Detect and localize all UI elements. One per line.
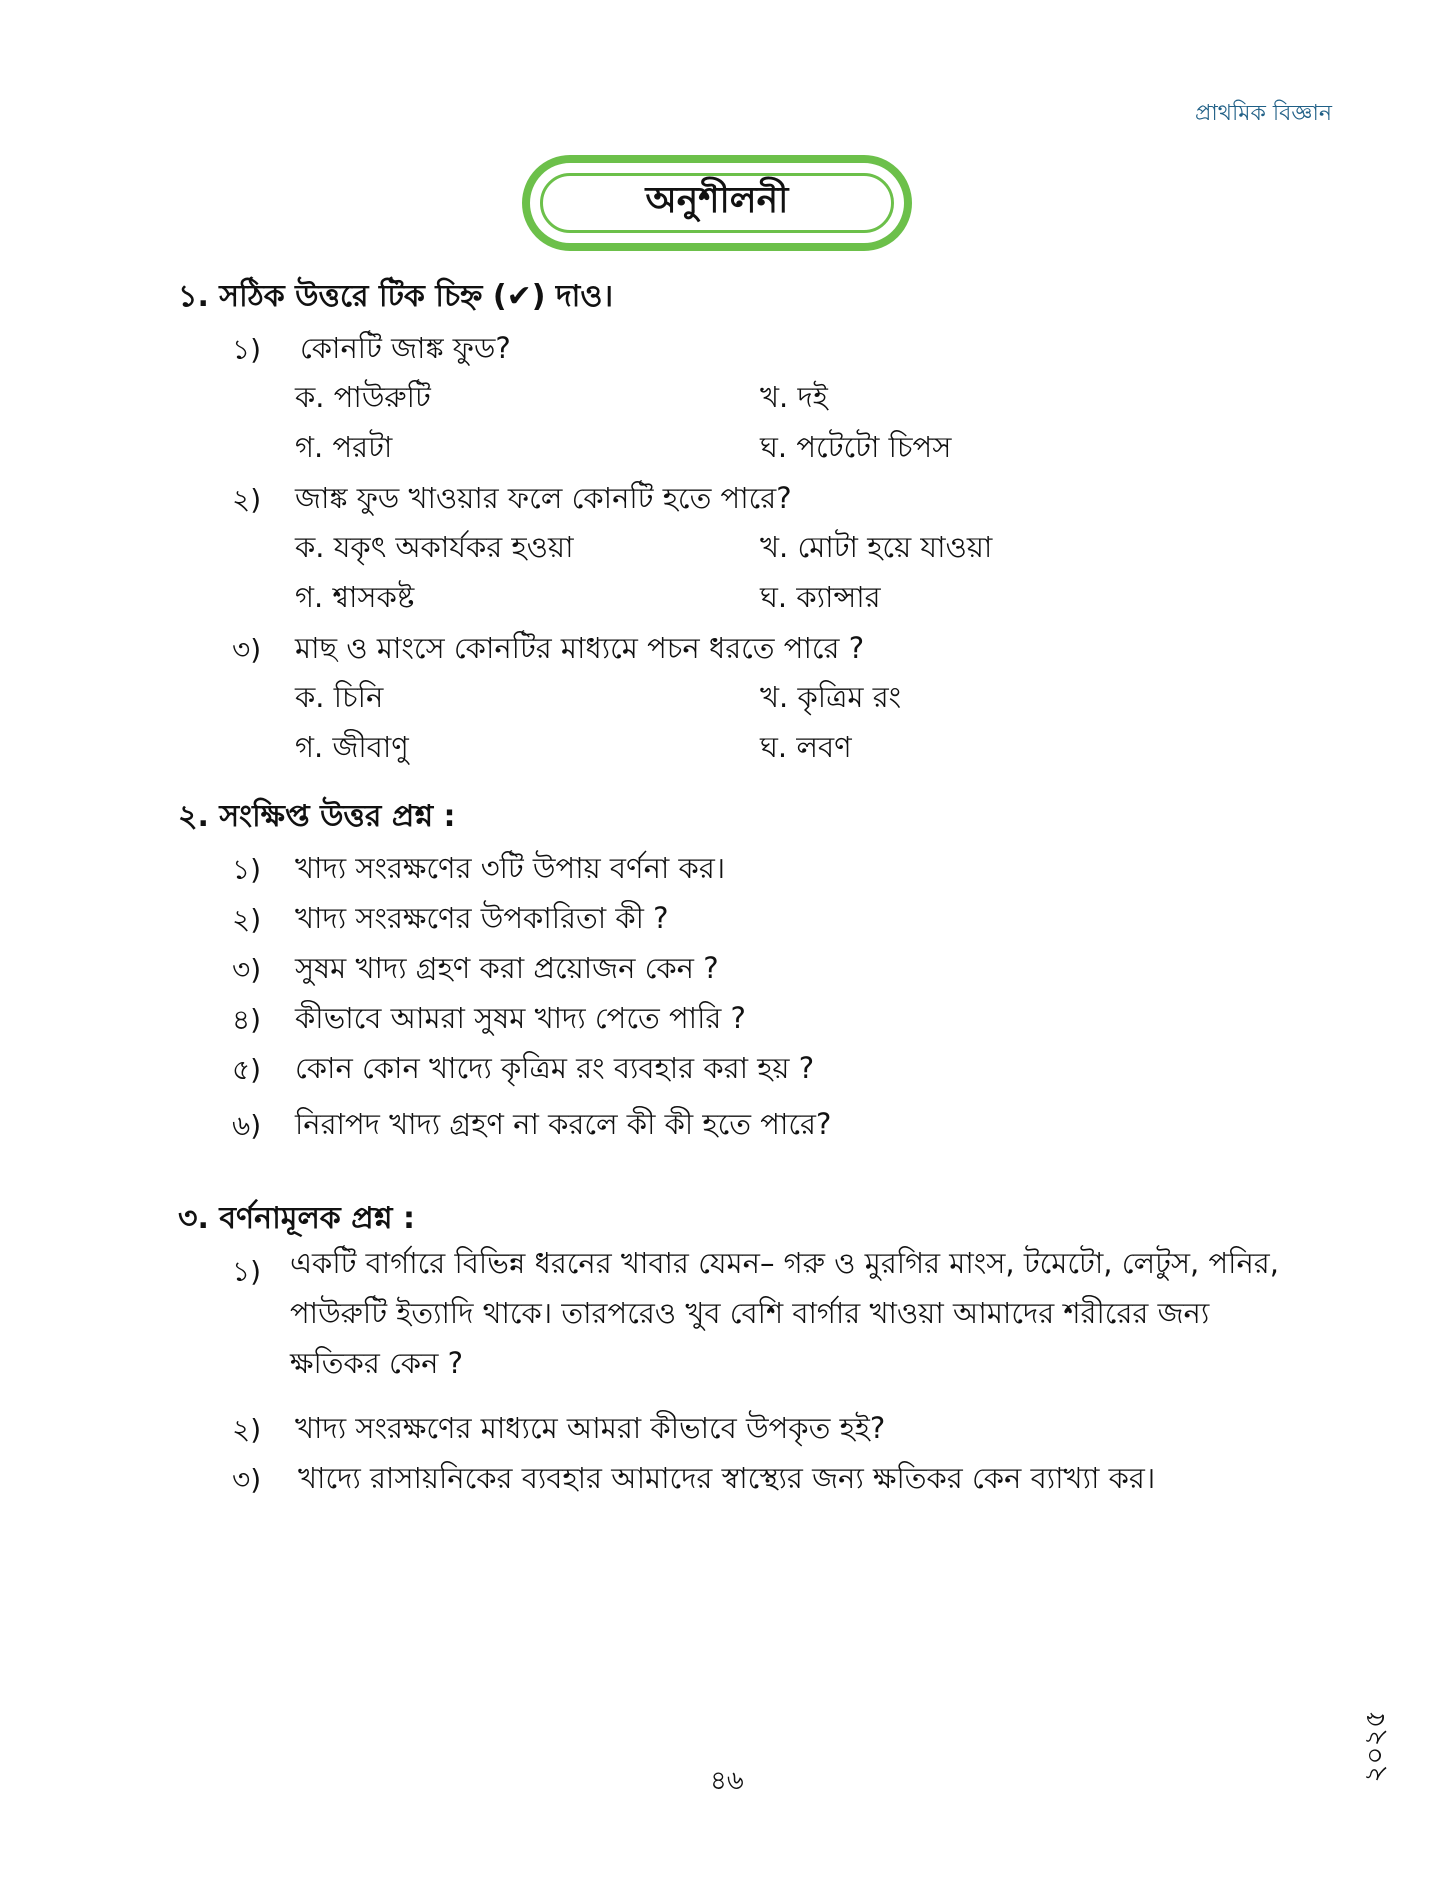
- s3-q2-number: ২): [232, 1413, 262, 1446]
- s2-q6-number: ৬): [232, 1109, 262, 1142]
- s1-q3-text: মাছ ও মাংসে কোনটির মাধ্যমে পচন ধরতে পারে ?: [295, 631, 865, 665]
- s3-q3-text: খাদ্যে রাসায়নিকের ব্যবহার আমাদের স্বাস্থ্যের জন্য ক্ষতিকর কেন ব্যাখ্যা কর।: [298, 1461, 1156, 1495]
- s2-q1-text: খাদ্য সংরক্ষণের ৩টি উপায় বর্ণনা কর।: [295, 851, 726, 885]
- s1-q2-number: ২): [232, 483, 262, 516]
- s1-q1-number: ১): [232, 333, 262, 366]
- s1-q2-option-c: গ. শ্বাসকষ্ট: [295, 580, 415, 614]
- s3-q2-text: খাদ্য সংরক্ষণের মাধ্যমে আমরা কীভাবে উপকৃত হই?: [295, 1411, 886, 1445]
- s3-q3-number: ৩): [232, 1463, 262, 1496]
- s1-q3-option-c: গ. জীবাণু: [295, 730, 409, 764]
- section2-heading: ২. সংক্ষিপ্ত উত্তর প্রশ্ন :: [178, 799, 456, 834]
- s2-q2-number: ২): [232, 903, 262, 936]
- section3-heading: ৩. বর্ণনামূলক প্রশ্ন :: [178, 1201, 415, 1236]
- s1-q3-option-b: খ. কৃত্রিম রং: [760, 680, 902, 714]
- s1-q3-number: ৩): [232, 633, 262, 666]
- s3-q1-text: একটি বার্গারে বিভিন্ন ধরনের খাবার যেমন– গরু ও মুরগির মাংস, টমেটো, লেটুস, পনির, পাউরুটি ইত্যাদি থাকে। তারপরেও খুব বেশি বার্গার খাওয়া আমাদের শরীরের জন্য ক্ষতিকর কেন ?: [290, 1246, 1279, 1380]
- s2-q1-number: ১): [232, 853, 262, 886]
- s2-q6-text: নিরাপদ খাদ্য গ্রহণ না করলে কী কী হতে পারে?: [295, 1107, 832, 1141]
- s1-q1-option-a: ক. পাউরুটি: [295, 380, 431, 414]
- page-title: অনুশীলনী: [645, 180, 789, 221]
- s2-q3-text: সুষম খাদ্য গ্রহণ করা প্রয়োজন কেন ?: [295, 951, 719, 985]
- s2-q5-text: কোন কোন খাদ্যে কৃত্রিম রং ব্যবহার করা হয় ?: [295, 1051, 815, 1085]
- s1-q3-option-d: ঘ. লবণ: [760, 730, 852, 764]
- year-vertical: ২০২৫: [1358, 1710, 1391, 1783]
- title-inner-frame: [540, 173, 894, 233]
- s1-q1-text: কোনটি জাঙ্ক ফুড?: [300, 331, 511, 365]
- s3-q1-number: ১): [232, 1255, 262, 1288]
- title-frame: [522, 155, 912, 251]
- s1-q2-text: জাঙ্ক ফুড খাওয়ার ফলে কোনটি হতে পারে?: [295, 481, 792, 515]
- s2-q3-number: ৩): [232, 953, 262, 986]
- section1-heading: ১. সঠিক উত্তরে টিক চিহ্ন (✔) দাও।: [178, 279, 614, 314]
- s2-q5-number: ৫): [232, 1053, 262, 1086]
- s2-q2-text: খাদ্য সংরক্ষণের উপকারিতা কী ?: [295, 901, 669, 935]
- running-header: প্রাথমিক বিজ্ঞান: [1194, 101, 1332, 126]
- s1-q2-option-b: খ. মোটা হয়ে যাওয়া: [760, 530, 993, 564]
- s1-q1-option-d: ঘ. পটেটো চিপস: [760, 430, 952, 464]
- s2-q4-text: কীভাবে আমরা সুষম খাদ্য পেতে পারি ?: [295, 1001, 746, 1035]
- s1-q3-option-a: ক. চিনি: [295, 680, 384, 714]
- s2-q4-number: ৪): [232, 1003, 262, 1036]
- page-number: ৪৬: [710, 1766, 744, 1796]
- s1-q1-option-b: খ. দই: [760, 380, 828, 414]
- s1-q2-option-a: ক. যকৃৎ অকার্যকর হওয়া: [295, 530, 574, 564]
- s1-q1-option-c: গ. পরটা: [295, 430, 393, 464]
- s1-q2-option-d: ঘ. ক্যান্সার: [760, 580, 881, 614]
